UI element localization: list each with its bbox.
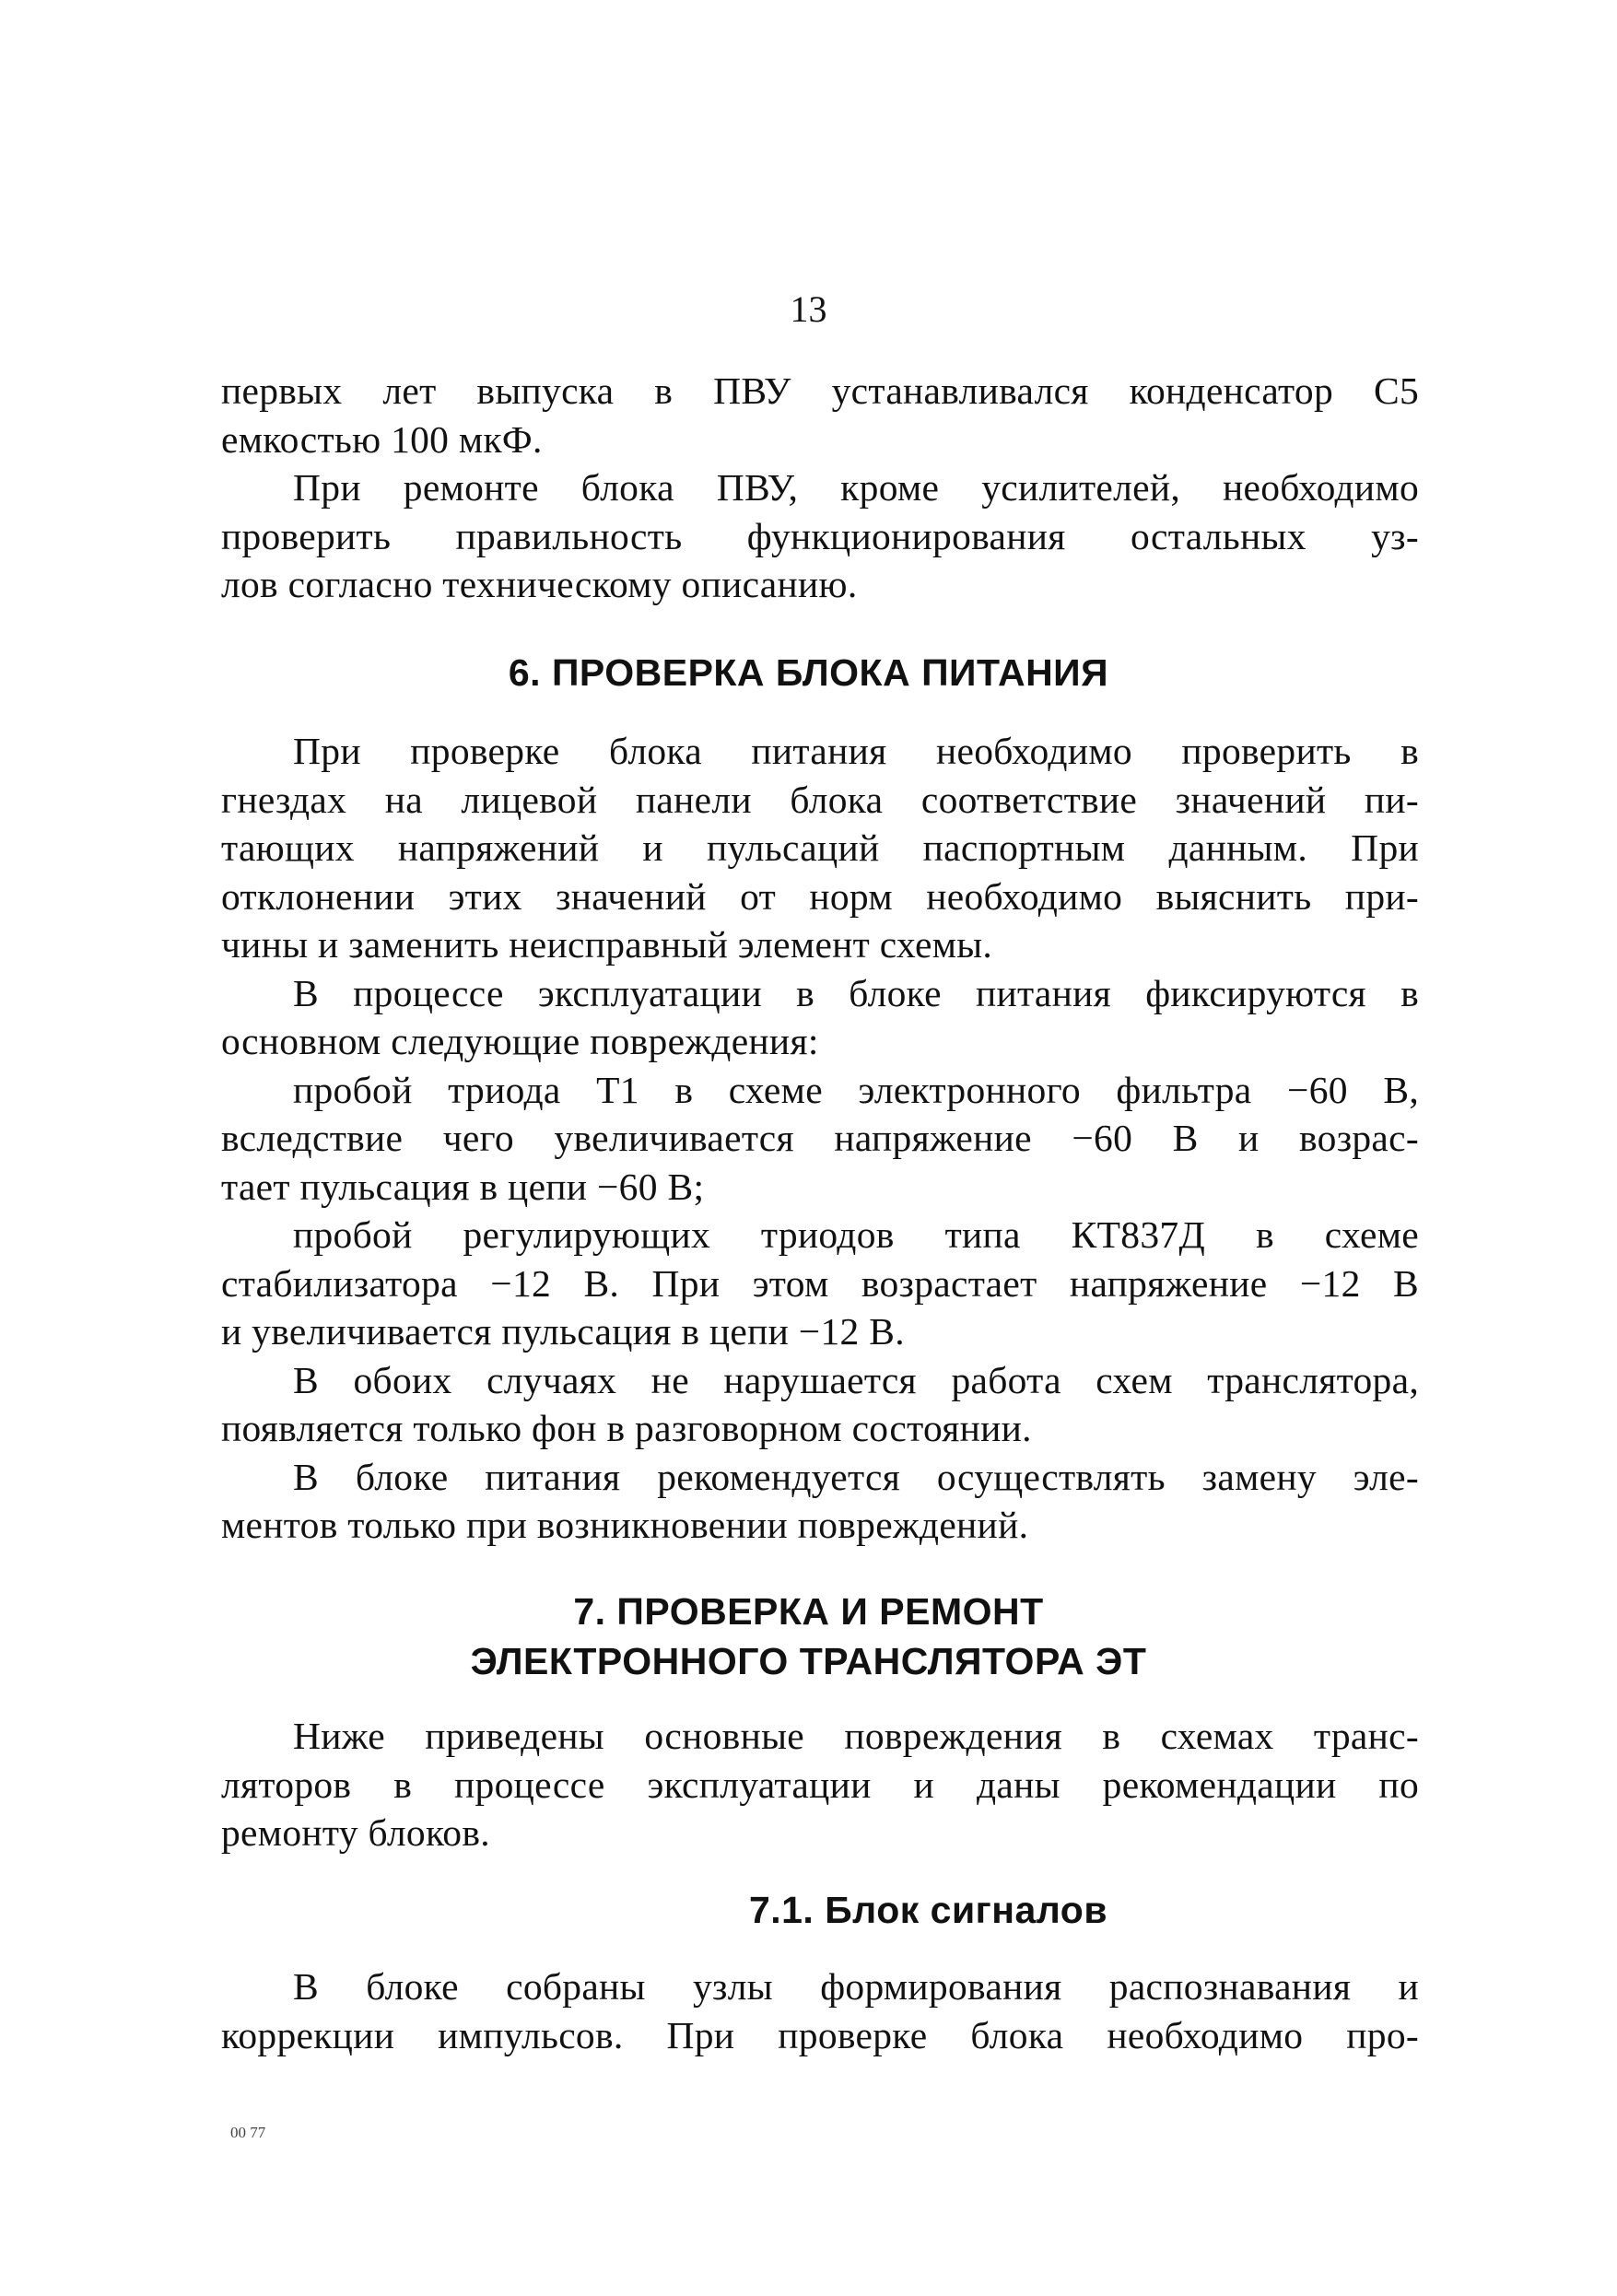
text-line: гнездах на лицевой панели блока соответствие значений пи- <box>221 778 1419 821</box>
text-line: вследствие чего увеличивается напряжение −60 В и возрас- <box>221 1117 1419 1159</box>
text-line: При проверке блока питания необходимо проверить в <box>293 730 1419 772</box>
section-7-heading <box>0 1587 1617 1686</box>
section-7-text <box>221 1712 1419 1857</box>
text-line: В обоих случаях не нарушается работа схем транслятора, <box>293 1358 1419 1401</box>
section-6-heading: 6. ПРОВЕРКА БЛОКА ПИТАНИЯ <box>508 651 1109 694</box>
text-line: пробой регулирующих триодов типа КТ837Д в схеме <box>293 1213 1419 1256</box>
text-line: стабилизатора −12 В. При этом возрастает напряжение −12 В <box>221 1261 1419 1305</box>
section-6-text <box>221 727 1419 1550</box>
text-line: тающих напряжений и пульсаций паспортным данным. При <box>221 826 1419 869</box>
section-7-1-text <box>221 1962 1419 2059</box>
text-line: первых лет выпуска в ПВУ устанавливался конденсатор С5 <box>221 369 1419 412</box>
text-line: В процессе эксплуатации в блоке питания фиксируются в <box>293 971 1419 1014</box>
section-7-1-heading: 7.1. Блок сигналов <box>748 1889 1108 1931</box>
text-line: ляторов в процессе эксплуатации и даны рекомендации по <box>221 1763 1419 1806</box>
text-line: и увеличивается пульсация в цепи −12 В. <box>221 1310 905 1353</box>
text-line: ремонту блоков. <box>221 1811 490 1854</box>
text-line: Ниже приведены основные повреждения в схемах транс- <box>293 1715 1419 1757</box>
text-line: При ремонте блока ПВУ, кроме усилителей, необходимо <box>293 466 1419 509</box>
text-line: лов согласно техническому описанию. <box>221 563 858 605</box>
section-7-heading-line-1: 7. ПРОВЕРКА И РЕМОНТ <box>573 1590 1044 1633</box>
section-7-heading-line-2: ЭЛЕКТРОННОГО ТРАНСЛЯТОРА ЭТ <box>470 1640 1147 1682</box>
text-line: пробой триода Т1 в схеме электронного фильтра −60 В, <box>293 1068 1419 1111</box>
text-line: основном следующие повреждения: <box>221 1020 819 1062</box>
text-line: В блоке собраны узлы формирования распознавания и <box>293 1965 1419 2008</box>
intro-text <box>221 367 1419 609</box>
text-line: чины и заменить неисправный элемент схемы. <box>221 923 993 966</box>
text-line: появляется только фон в разговорном состоянии. <box>221 1407 1032 1449</box>
text-line: проверить правильность функционирования остальных уз- <box>221 514 1419 557</box>
text-line: В блоке питания рекомендуется осуществлять замену эле- <box>293 1455 1419 1498</box>
text-line: отклонении этих значений от норм необходимо выяснить при- <box>221 874 1419 918</box>
text-line: коррекции импульсов. При проверке блока необходимо про- <box>221 2013 1419 2056</box>
text-line: ментов только при возникновении повреждений. <box>221 1504 1029 1546</box>
page-number: 13 <box>790 288 827 330</box>
print-code: 00 77 <box>230 2124 266 2141</box>
text-line: емкостью 100 мкФ. <box>221 417 543 461</box>
text-line: тает пульсация в цепи −60 В; <box>221 1165 705 1208</box>
